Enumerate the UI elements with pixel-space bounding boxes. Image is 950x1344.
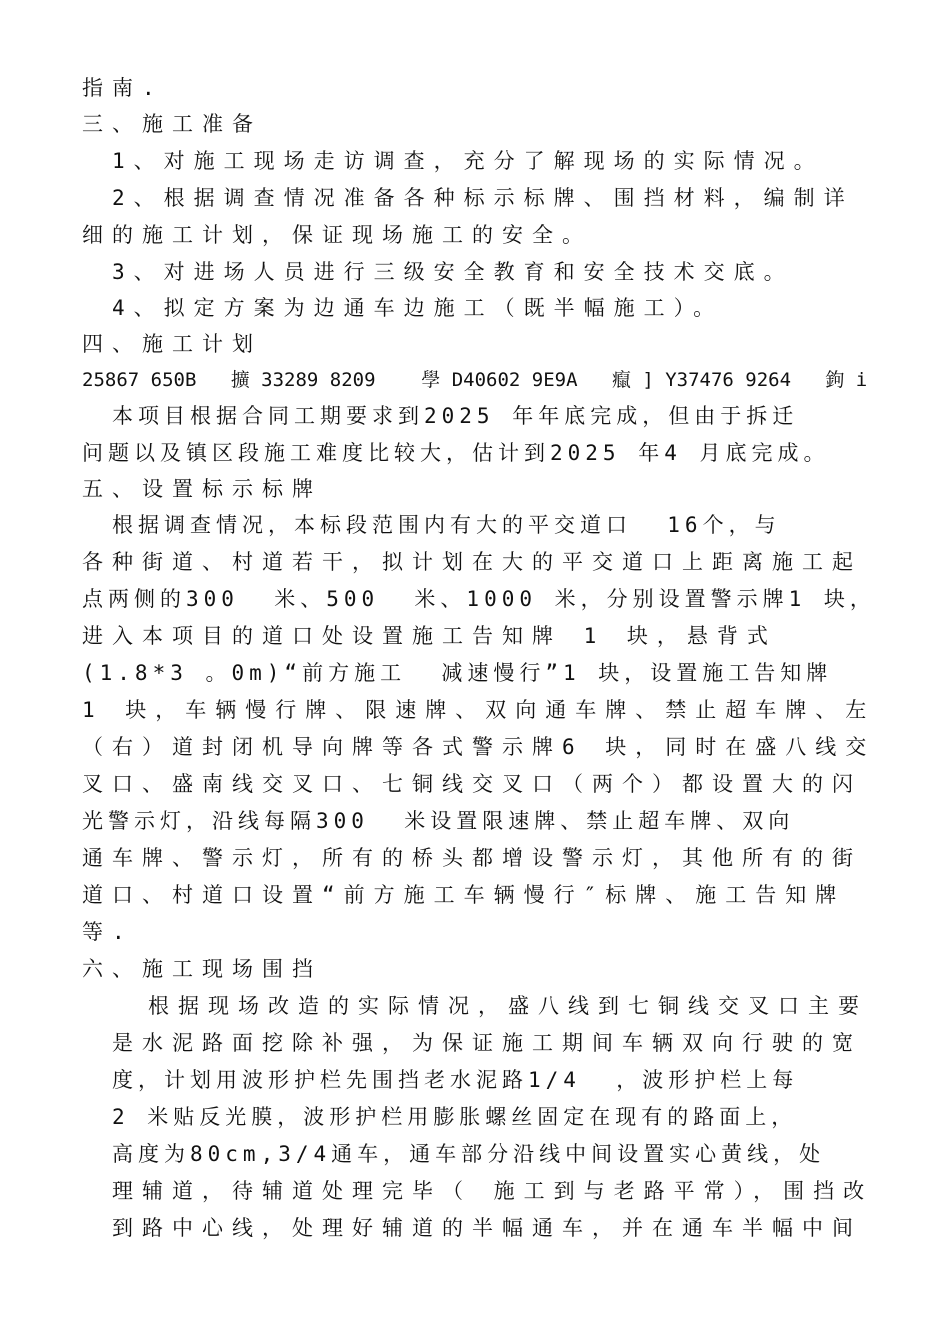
section-heading: 四、施工计划 <box>82 332 262 356</box>
text-line: 2 米贴反光膜，波形护栏用膨胀螺丝固定在现有的路面上， <box>112 1105 798 1129</box>
text-line: 高度为80cm,3/4通车，通车部分沿线中间设置实心黄线，处 <box>112 1142 826 1166</box>
section-heading: 三、施工准备 <box>82 112 262 136</box>
section-heading: 六、施工现场围挡 <box>82 957 322 981</box>
text-line: 本项目根据合同工期要求到2025 年年底完成，但由于拆迁 <box>112 404 799 428</box>
text-line: 3、对进场人员进行三级安全教育和安全技术交底。 <box>112 260 794 284</box>
text-line: 细的施工计划，保证现场施工的安全。 <box>82 223 592 247</box>
text-line: 点两侧的300 米、500 米、1000 米，分别设置警示牌1 块， <box>82 587 876 611</box>
text-line: 问题以及镇区段施工难度比较大，估计到2025 年4 月底完成。 <box>82 441 830 465</box>
text-line: 根据调查情况，本标段范围内有大的平交道口 16个，与 <box>112 513 781 537</box>
text-line: (1.8*3 。0m)“前方施工 减速慢行”1 块，设置施工告知牌 <box>82 661 833 685</box>
text-line: 1、对施工现场走访调查，充分了解现场的实际情况。 <box>112 149 824 173</box>
text-line: 光警示灯，沿线每隔300 米设置限速牌、禁止超车牌、双向 <box>82 809 795 833</box>
text-line: 到路中心线，处理好辅道的半幅通车，并在通车半幅中间 <box>112 1216 862 1240</box>
text-line: 25867 650B 擴 33289 8209 學 D40602 9E9A 癙 ] Y37476 9264 鉤 i <box>82 369 868 391</box>
text-line: 理辅道，待辅道处理完毕（ 施工到与老路平常），围挡改 <box>112 1179 874 1203</box>
text-line: 是水泥路面挖除补强，为保证施工期间车辆双向行驶的宽 <box>112 1031 862 1055</box>
text-line: 度，计划用波形护栏先围挡老水泥路1/4 ，波形护栏上每 <box>112 1068 799 1092</box>
text-line: 叉口、盛南线交叉口、七铜线交叉口（两个）都设置大的闪 <box>82 772 862 796</box>
text-line: 根据现场改造的实际情况，盛八线到七铜线交叉口主要 <box>148 994 868 1018</box>
text-line: 等. <box>82 920 134 944</box>
text-line: 4、拟定方案为边通车边施工（既半幅施工）。 <box>112 296 724 320</box>
section-heading: 五、设置标示标牌 <box>82 477 322 501</box>
text-line: 通车牌、警示灯，所有的桥头都增设警示灯，其他所有的街 <box>82 846 862 870</box>
text-line: 2、根据调查情况准备各种标示标牌、围挡材料，编制详 <box>112 186 854 210</box>
text-line: （右）道封闭机导向牌等各式警示牌6 块，同时在盛八线交 <box>82 735 876 759</box>
text-line: 道口、村道口设置“前方施工车辆慢行″标牌、施工告知牌 <box>82 883 846 907</box>
text-line: 指南. <box>82 76 164 100</box>
text-line: 各种街道、村道若干，拟计划在大的平交道口上距离施工起 <box>82 550 862 574</box>
text-line: 进入本项目的道口处设置施工告知牌 1 块，悬背式 <box>82 624 777 648</box>
text-line: 1 块，车辆慢行牌、限速牌、双向通车牌、禁止超车牌、左 <box>82 698 876 722</box>
